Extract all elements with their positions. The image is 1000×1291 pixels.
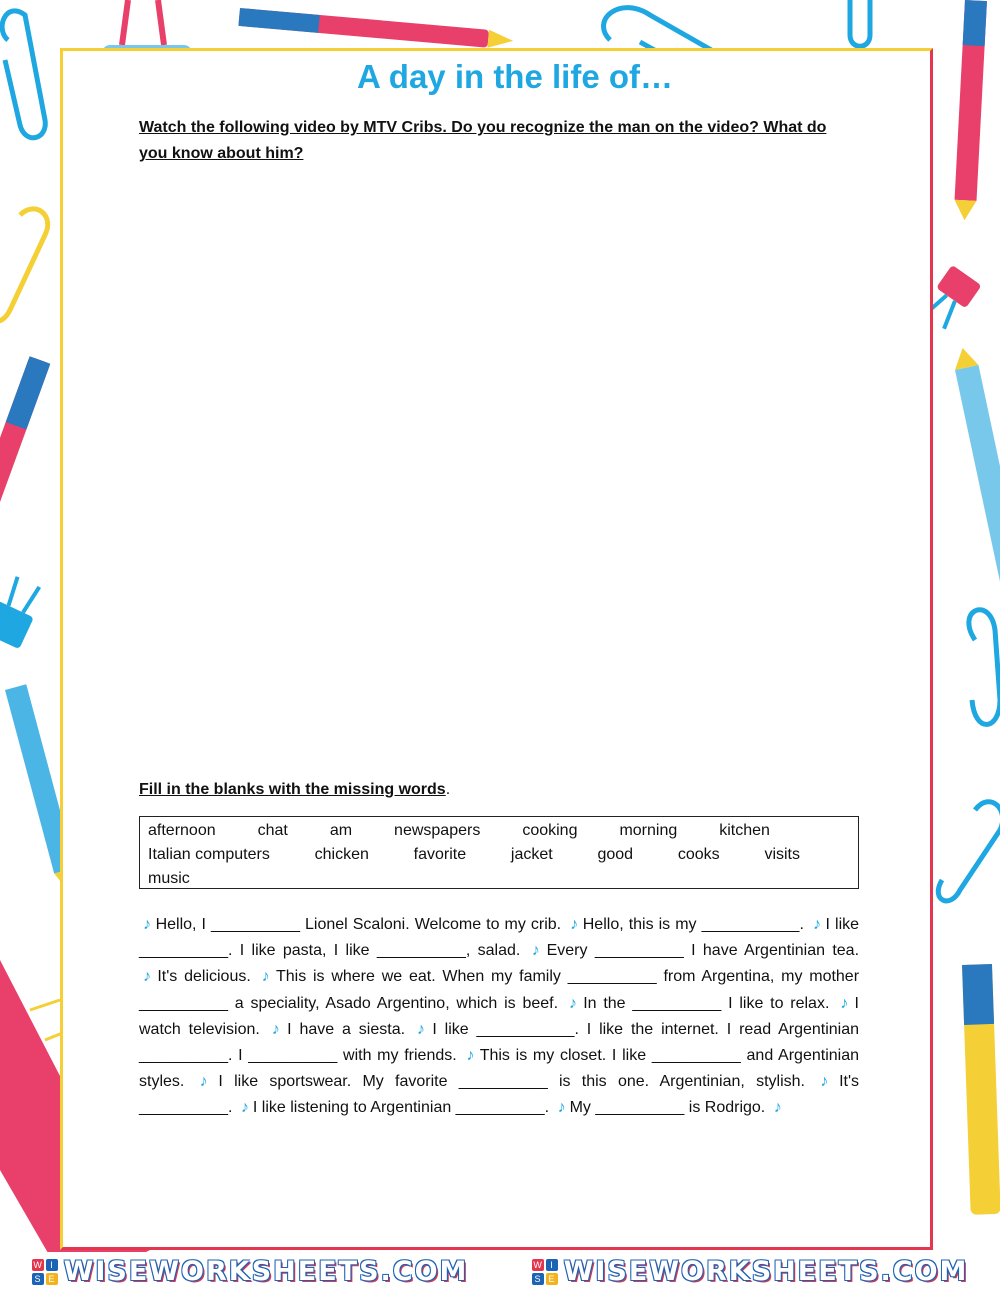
paperclip-icon <box>0 209 48 321</box>
binder-clip-icon <box>0 573 47 649</box>
word-bank-word: favorite <box>413 846 467 863</box>
pen-icon <box>0 356 50 523</box>
word-bank <box>139 816 859 889</box>
music-note-icon: ♪ <box>840 994 851 1012</box>
paperclip-icon <box>969 610 1000 725</box>
music-note-icon: ♪ <box>466 1047 476 1065</box>
word-bank-word: newspapers <box>394 822 481 839</box>
music-note-icon: ♪ <box>812 916 822 933</box>
word-bank-word: cooks <box>677 846 720 863</box>
music-note-icon: ♪ <box>143 916 152 933</box>
music-note-icon: ♪ <box>568 994 580 1012</box>
video-instruction <box>139 115 859 167</box>
music-note-icon: ♪ <box>531 942 543 960</box>
passage <box>139 912 859 1122</box>
logo-grid-icon: W I S E <box>32 1259 58 1285</box>
word-bank-word: visits <box>764 846 800 863</box>
music-note-icon: ♪ <box>143 968 154 986</box>
word-bank-word: jacket <box>510 846 553 863</box>
passage-sentence: I have a siesta. <box>287 1020 406 1038</box>
logo-grid-icon: W I S E <box>532 1259 558 1285</box>
passage-sentence: I like listening to Argentinian __________. <box>252 1099 550 1117</box>
passage-sentence: I like ___________. I like the internet. I read Argentinian __________. I __________ with my friends. <box>139 1020 860 1065</box>
word-bank-word: cooking <box>522 822 578 839</box>
word-bank-word: chat <box>257 822 288 839</box>
paperclip-icon <box>2 11 45 138</box>
word-bank-row <box>148 819 850 843</box>
music-note-icon: ♪ <box>416 1020 429 1038</box>
word-bank-word: am <box>329 822 353 839</box>
word-bank-word: good <box>597 846 634 863</box>
pen-icon <box>962 964 1000 1215</box>
fill-blanks-instruction: Fill in the blanks with the missing words. <box>139 781 451 798</box>
word-bank-row <box>148 843 850 867</box>
passage-sentence: My __________ is Rodrigo. <box>569 1099 766 1117</box>
pencil-icon <box>238 8 514 50</box>
music-note-icon: ♪ <box>199 1073 215 1091</box>
word-bank-word: kitchen <box>719 822 770 839</box>
music-note-icon: ♪ <box>820 1073 836 1091</box>
music-note-icon: ♪ <box>557 1099 566 1117</box>
music-note-icon: ♪ <box>240 1099 249 1117</box>
word-bank-word: Italian computers <box>148 846 270 863</box>
paperclip-icon <box>938 802 1000 901</box>
passage-sentence: Hello, this is my ___________. <box>582 916 804 933</box>
watermark-logo <box>532 1256 969 1287</box>
passage-sentence: This is my closet. I like __________ and Argentinian styles. <box>139 1047 859 1091</box>
word-bank-row <box>148 867 850 891</box>
music-note-icon: ♪ <box>570 916 579 933</box>
passage-sentence: It's delicious. <box>157 968 251 986</box>
watermark-text: WISEWORKSHEETS.COM <box>563 1256 969 1287</box>
pencil-icon <box>953 0 986 221</box>
music-note-icon: ♪ <box>261 968 272 986</box>
watermark-text: WISEWORKSHEETS.COM <box>63 1256 469 1287</box>
word-bank-word: morning <box>619 822 678 839</box>
paperclip-icon <box>850 0 870 46</box>
passage-sentence: In the __________ I like to relax. <box>583 994 830 1012</box>
footer-watermark <box>0 1252 1000 1291</box>
pen-icon <box>951 345 1000 604</box>
passage-sentence: Hello, I __________ Lionel Scaloni. Welcome to my crib. <box>155 916 562 933</box>
music-note-icon: ♪ <box>271 1020 284 1038</box>
passage-sentence: Every __________ I have Argentinian tea. <box>546 942 860 960</box>
passage-sentence: It's __________. <box>139 1073 860 1117</box>
word-bank-word: afternoon <box>148 822 216 839</box>
word-bank-word: music <box>148 870 190 887</box>
word-bank-word: chicken <box>314 846 369 863</box>
passage-sentence: I like sportswear. My favorite __________ is this one. Argentinian, stylish. <box>218 1073 805 1091</box>
fill-blanks-instruction-text: Fill in the blanks with the missing words <box>139 781 446 798</box>
music-note-icon: ♪ <box>773 1099 782 1117</box>
passage-sentence: I watch television. <box>139 994 859 1038</box>
video-instruction-text: Watch the following video by MTV Cribs. Do you recognize the man on the video? What do you know about him? <box>139 119 827 162</box>
page-title: A day in the life of… <box>357 58 673 95</box>
video-area[interactable] <box>139 175 859 765</box>
passage-sentence: I like __________. I like pasta, I like __________, salad. <box>139 916 860 960</box>
watermark-logo <box>32 1256 469 1287</box>
passage-sentence: This is where we eat. When my family __________ from Argentina, my mother __________ a speciality, Asado Argentino, which is beef. <box>139 968 860 1012</box>
